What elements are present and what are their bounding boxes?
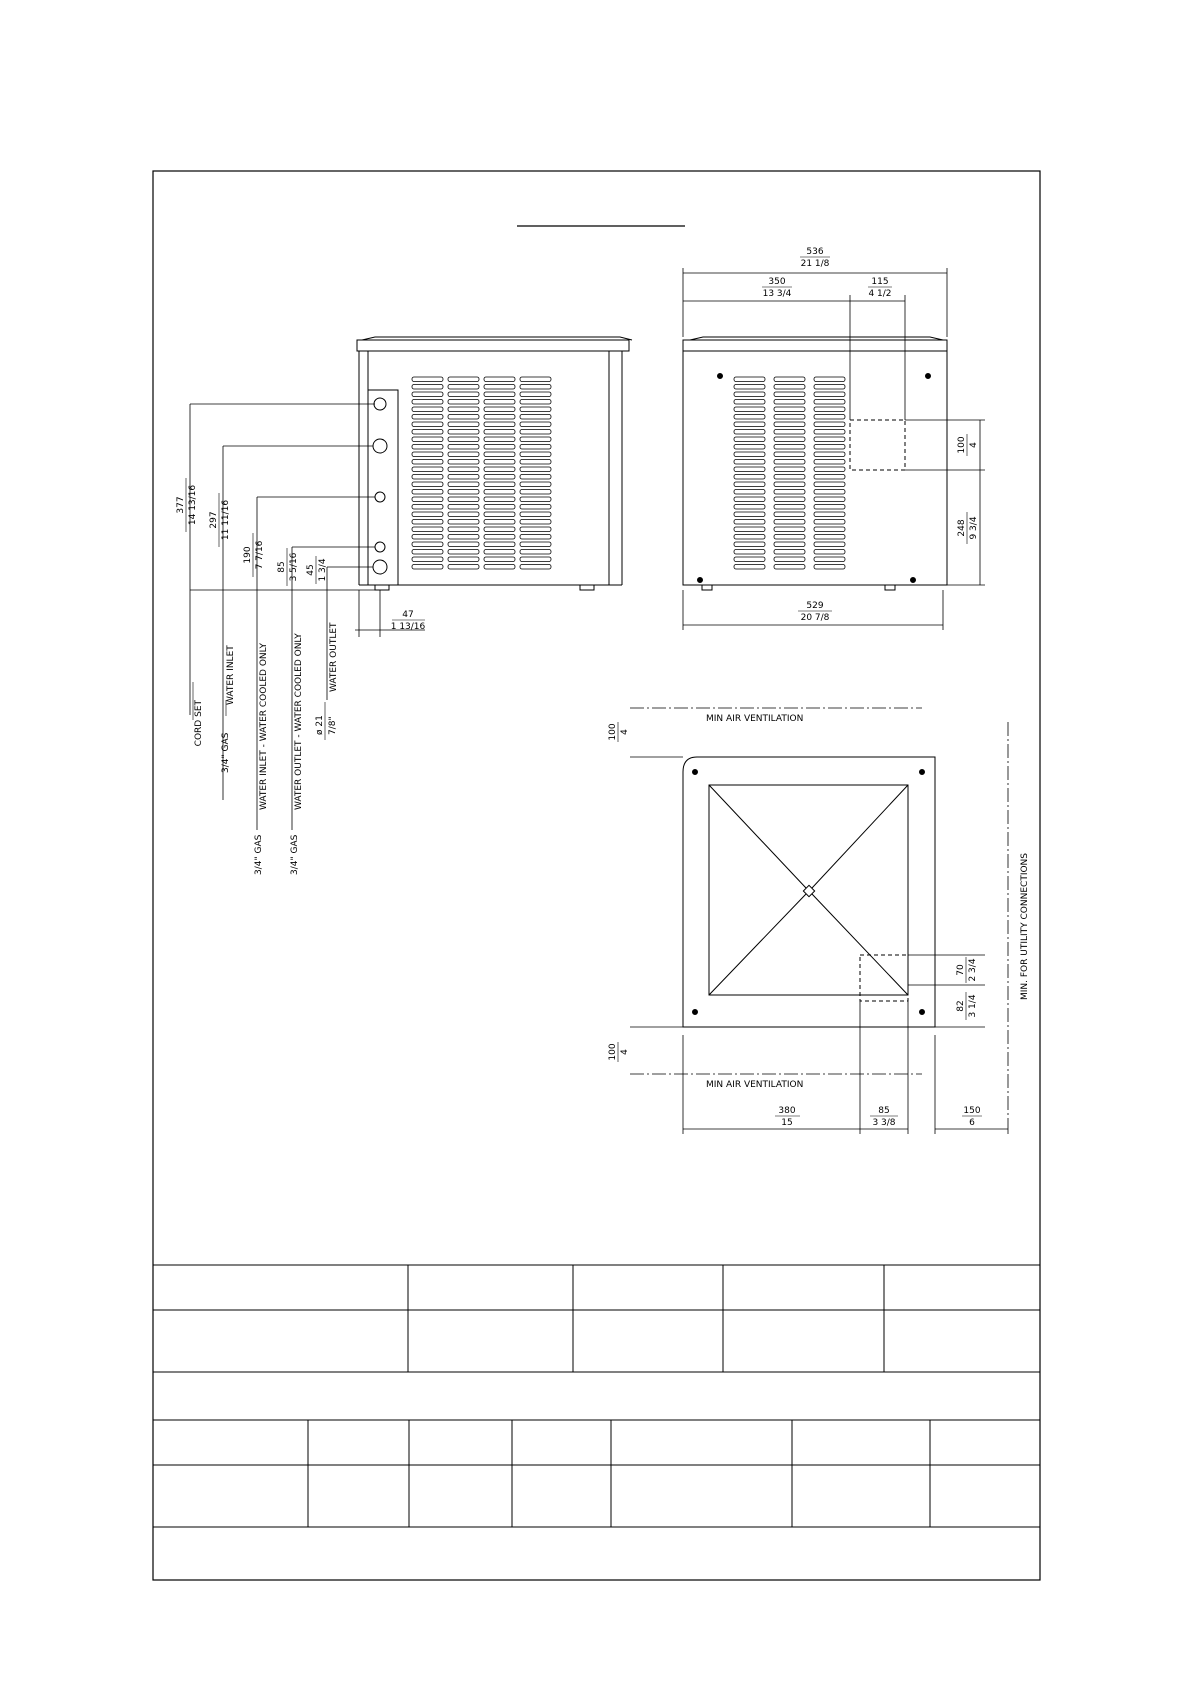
dim-70-mm: 70 <box>956 964 966 976</box>
louvre-slot <box>484 467 515 472</box>
louvre-slot <box>448 520 479 525</box>
louvre-slot <box>484 460 515 465</box>
louvre-slot <box>412 475 443 480</box>
louvre-slot <box>448 565 479 570</box>
louvre-slot <box>520 385 551 390</box>
louvre-slot <box>814 400 845 405</box>
dim-top-100-lower-in: 4 <box>620 1049 630 1055</box>
louvre-slot <box>448 557 479 562</box>
dim-297-in: 11 11/16 <box>221 499 231 541</box>
louvre-slot <box>814 437 845 442</box>
louvre-slot <box>734 550 765 555</box>
label-gas-water-inlet: 3/4" GAS <box>221 732 231 773</box>
louvre-slot <box>734 565 765 570</box>
dim-top-100-upper-in: 4 <box>620 729 630 735</box>
louvre-slot <box>520 392 551 397</box>
louvre-slot <box>412 565 443 570</box>
louvre-slot <box>734 452 765 457</box>
dim-70-in: 2 3/4 <box>968 958 978 982</box>
louvre-slot <box>448 415 479 420</box>
louvre-slot <box>484 430 515 435</box>
label-water-outlet: WATER OUTLET <box>329 622 339 692</box>
label-outlet-dia-in: 7/8" <box>328 716 338 735</box>
louvre-slot <box>814 512 845 517</box>
louvre-slot <box>814 392 845 397</box>
dim-190-mm: 190 <box>243 546 253 564</box>
louvre-slot <box>412 385 443 390</box>
louvre-slot <box>484 445 515 450</box>
title-block <box>153 1265 1040 1527</box>
louvre-slot <box>774 475 805 480</box>
front-view <box>357 337 632 590</box>
louvre-slot <box>412 407 443 412</box>
louvre-slot <box>412 422 443 427</box>
louvre-slot <box>814 385 845 390</box>
label-min-air-top: MIN AIR VENTILATION <box>706 714 804 724</box>
top-dimension-lines <box>630 708 1008 1134</box>
louvre-slot <box>520 490 551 495</box>
louvre-slot <box>448 460 479 465</box>
front-louvres <box>412 377 551 569</box>
louvre-slot <box>774 415 805 420</box>
dim-47-mm: 47 <box>402 610 414 620</box>
dim-536-mm: 536 <box>806 247 824 257</box>
label-cord-set: CORD SET <box>194 700 204 747</box>
louvre-slot <box>814 445 845 450</box>
louvre-slot <box>814 422 845 427</box>
dim-150-in: 6 <box>969 1118 975 1128</box>
louvre-slot <box>774 557 805 562</box>
louvre-slot <box>734 467 765 472</box>
dim-190-in: 7 7/16 <box>255 540 265 570</box>
louvre-slot <box>520 422 551 427</box>
louvre-slot <box>484 482 515 487</box>
louvre-slot <box>774 467 805 472</box>
louvre-slot <box>814 527 845 532</box>
louvre-slot <box>734 415 765 420</box>
louvre-slot <box>734 520 765 525</box>
louvre-slot <box>774 497 805 502</box>
louvre-slot <box>484 377 515 382</box>
label-water-inlet: WATER INLET <box>226 645 236 705</box>
louvre-slot <box>448 422 479 427</box>
louvre-slot <box>814 415 845 420</box>
louvre-slot <box>412 445 443 450</box>
louvre-slot <box>734 497 765 502</box>
louvre-slot <box>774 407 805 412</box>
louvre-slot <box>520 505 551 510</box>
louvre-slot <box>734 460 765 465</box>
louvre-slot <box>448 527 479 532</box>
dim-85-mm: 85 <box>277 561 287 573</box>
louvre-slot <box>484 550 515 555</box>
dim-top-100-lower-mm: 100 <box>608 1043 618 1061</box>
louvre-slot <box>774 535 805 540</box>
louvre-slot <box>412 392 443 397</box>
louvre-slot <box>412 400 443 405</box>
louvre-slot <box>448 437 479 442</box>
dim-45-in: 1 3/4 <box>318 558 328 582</box>
louvre-slot <box>734 377 765 382</box>
louvre-slot <box>520 437 551 442</box>
louvre-slot <box>774 482 805 487</box>
label-gas-wc-inlet: 3/4" GAS <box>254 834 264 875</box>
louvre-slot <box>814 497 845 502</box>
louvre-slot <box>448 482 479 487</box>
louvre-slot <box>412 377 443 382</box>
louvre-slot <box>520 535 551 540</box>
louvre-slot <box>774 512 805 517</box>
louvre-slot <box>484 505 515 510</box>
louvre-slot <box>774 452 805 457</box>
louvre-slot <box>448 467 479 472</box>
louvre-slot <box>774 422 805 427</box>
dim-350-in: 13 3/4 <box>762 289 792 299</box>
louvre-slot <box>520 430 551 435</box>
dim-529-in: 20 7/8 <box>800 613 830 623</box>
louvre-slot <box>412 550 443 555</box>
dim-85-top-in: 3 3/8 <box>872 1118 896 1128</box>
louvre-slot <box>484 490 515 495</box>
louvre-slot <box>448 475 479 480</box>
louvre-slot <box>484 565 515 570</box>
louvre-slot <box>448 535 479 540</box>
louvre-slot <box>814 535 845 540</box>
louvre-slot <box>814 407 845 412</box>
louvre-slot <box>734 407 765 412</box>
louvre-slot <box>412 430 443 435</box>
louvre-slot <box>734 542 765 547</box>
louvre-slot <box>448 490 479 495</box>
louvre-slot <box>520 415 551 420</box>
louvre-slot <box>774 460 805 465</box>
louvre-slot <box>484 557 515 562</box>
louvre-slot <box>734 505 765 510</box>
louvre-slot <box>734 527 765 532</box>
louvre-slot <box>484 542 515 547</box>
label-gas-wc-outlet: 3/4" GAS <box>290 834 300 875</box>
louvre-slot <box>774 550 805 555</box>
louvre-slot <box>814 520 845 525</box>
dim-529-mm: 529 <box>806 601 824 611</box>
dim-top-100-upper-mm: 100 <box>608 723 618 741</box>
louvre-slot <box>814 550 845 555</box>
louvre-slot <box>484 520 515 525</box>
louvre-slot <box>734 475 765 480</box>
louvre-slot <box>734 535 765 540</box>
louvre-slot <box>520 407 551 412</box>
louvre-slot <box>814 475 845 480</box>
louvre-slot <box>412 535 443 540</box>
louvre-slot <box>448 377 479 382</box>
louvre-slot <box>520 475 551 480</box>
dim-297-mm: 297 <box>209 511 219 529</box>
louvre-slot <box>412 490 443 495</box>
dim-377-in: 14 13/16 <box>188 484 198 526</box>
louvre-slot <box>774 520 805 525</box>
dim-85-in: 3 5/16 <box>289 552 299 582</box>
louvre-slot <box>814 565 845 570</box>
louvre-slot <box>520 445 551 450</box>
label-outlet-dia-mm: ø 21 <box>315 715 325 735</box>
louvre-slot <box>412 497 443 502</box>
louvre-slot <box>484 400 515 405</box>
louvre-slot <box>484 385 515 390</box>
louvre-slot <box>484 475 515 480</box>
label-min-air-bottom: MIN AIR VENTILATION <box>706 1080 804 1090</box>
louvre-slot <box>412 482 443 487</box>
louvre-slot <box>814 490 845 495</box>
louvre-slot <box>520 520 551 525</box>
top-view <box>683 757 935 1027</box>
louvre-slot <box>448 445 479 450</box>
louvre-slot <box>774 565 805 570</box>
dim-82-mm: 82 <box>956 1000 966 1012</box>
louvre-slot <box>520 377 551 382</box>
dim-377-mm: 377 <box>176 496 186 514</box>
label-wc-outlet: WATER OUTLET - WATER COOLED ONLY <box>294 633 304 810</box>
louvre-slot <box>814 482 845 487</box>
louvre-slot <box>814 460 845 465</box>
louvre-slot <box>774 542 805 547</box>
label-wc-inlet: WATER INLET - WATER COOLED ONLY <box>259 643 269 810</box>
dim-115-in: 4 1/2 <box>868 289 892 299</box>
dim-380-mm: 380 <box>778 1106 796 1116</box>
louvre-slot <box>734 400 765 405</box>
louvre-slot <box>734 557 765 562</box>
dim-350-mm: 350 <box>768 277 786 287</box>
label-min-utility: MIN. FOR UTILITY CONNECTIONS <box>1020 853 1030 1000</box>
louvre-slot <box>774 430 805 435</box>
louvre-slot <box>448 400 479 405</box>
louvre-slot <box>412 542 443 547</box>
louvre-slot <box>520 527 551 532</box>
louvre-slot <box>814 557 845 562</box>
louvre-slot <box>734 385 765 390</box>
louvre-slot <box>448 542 479 547</box>
louvre-slot <box>520 400 551 405</box>
louvre-slot <box>448 392 479 397</box>
louvre-slot <box>520 460 551 465</box>
louvre-slot <box>734 482 765 487</box>
louvre-slot <box>774 445 805 450</box>
louvre-slot <box>774 400 805 405</box>
louvre-slot <box>448 430 479 435</box>
louvre-slot <box>412 527 443 532</box>
louvre-slot <box>814 452 845 457</box>
louvre-slot <box>520 565 551 570</box>
louvre-slot <box>448 385 479 390</box>
louvre-slot <box>520 482 551 487</box>
louvre-slot <box>814 505 845 510</box>
louvre-slot <box>814 377 845 382</box>
louvre-slot <box>412 452 443 457</box>
dim-248-mm: 248 <box>957 519 967 537</box>
dim-85-top-mm: 85 <box>878 1106 890 1116</box>
louvre-slot <box>412 557 443 562</box>
louvre-slot <box>774 527 805 532</box>
louvre-slot <box>484 407 515 412</box>
louvre-slot <box>448 550 479 555</box>
louvre-slot <box>484 415 515 420</box>
dim-82-in: 3 1/4 <box>968 994 978 1018</box>
louvre-slot <box>484 527 515 532</box>
dim-side-100-in: 4 <box>969 442 979 448</box>
louvre-slot <box>734 392 765 397</box>
louvre-slot <box>412 505 443 510</box>
louvre-slot <box>484 392 515 397</box>
louvre-slot <box>774 490 805 495</box>
louvre-slot <box>484 422 515 427</box>
dim-380-in: 15 <box>781 1118 793 1128</box>
louvre-slot <box>412 415 443 420</box>
louvre-slot <box>774 505 805 510</box>
louvre-slot <box>412 467 443 472</box>
louvre-slot <box>448 497 479 502</box>
louvre-slot <box>734 445 765 450</box>
louvre-slot <box>520 550 551 555</box>
sheet-border <box>153 171 1040 1580</box>
louvre-slot <box>520 467 551 472</box>
louvre-slot <box>734 512 765 517</box>
louvre-slot <box>412 460 443 465</box>
dim-150-mm: 150 <box>963 1106 981 1116</box>
louvre-slot <box>814 430 845 435</box>
dim-side-100-mm: 100 <box>957 436 967 454</box>
louvre-slot <box>520 557 551 562</box>
louvre-slot <box>814 542 845 547</box>
dim-47-in: 1 13/16 <box>390 622 426 632</box>
dim-45-mm: 45 <box>306 564 316 576</box>
louvre-slot <box>520 452 551 457</box>
dim-248-in: 9 3/4 <box>969 516 979 540</box>
louvre-slot <box>774 392 805 397</box>
louvre-slot <box>734 437 765 442</box>
louvre-slot <box>412 520 443 525</box>
louvre-slot <box>774 377 805 382</box>
louvre-slot <box>774 437 805 442</box>
louvre-slot <box>520 497 551 502</box>
louvre-slot <box>520 542 551 547</box>
louvre-slot <box>520 512 551 517</box>
louvre-slot <box>484 452 515 457</box>
louvre-slot <box>484 497 515 502</box>
louvre-slot <box>484 437 515 442</box>
louvre-slot <box>734 422 765 427</box>
louvre-slot <box>734 430 765 435</box>
louvre-slot <box>484 512 515 517</box>
louvre-slot <box>814 467 845 472</box>
louvre-slot <box>448 452 479 457</box>
side-louvres <box>734 377 845 569</box>
louvre-slot <box>448 505 479 510</box>
dim-536-in: 21 1/8 <box>800 259 830 269</box>
louvre-slot <box>448 512 479 517</box>
louvre-slot <box>448 407 479 412</box>
louvre-slot <box>412 512 443 517</box>
dim-115-mm: 115 <box>871 277 889 287</box>
louvre-slot <box>484 535 515 540</box>
louvre-slot <box>412 437 443 442</box>
louvre-slot <box>774 385 805 390</box>
louvre-slot <box>734 490 765 495</box>
